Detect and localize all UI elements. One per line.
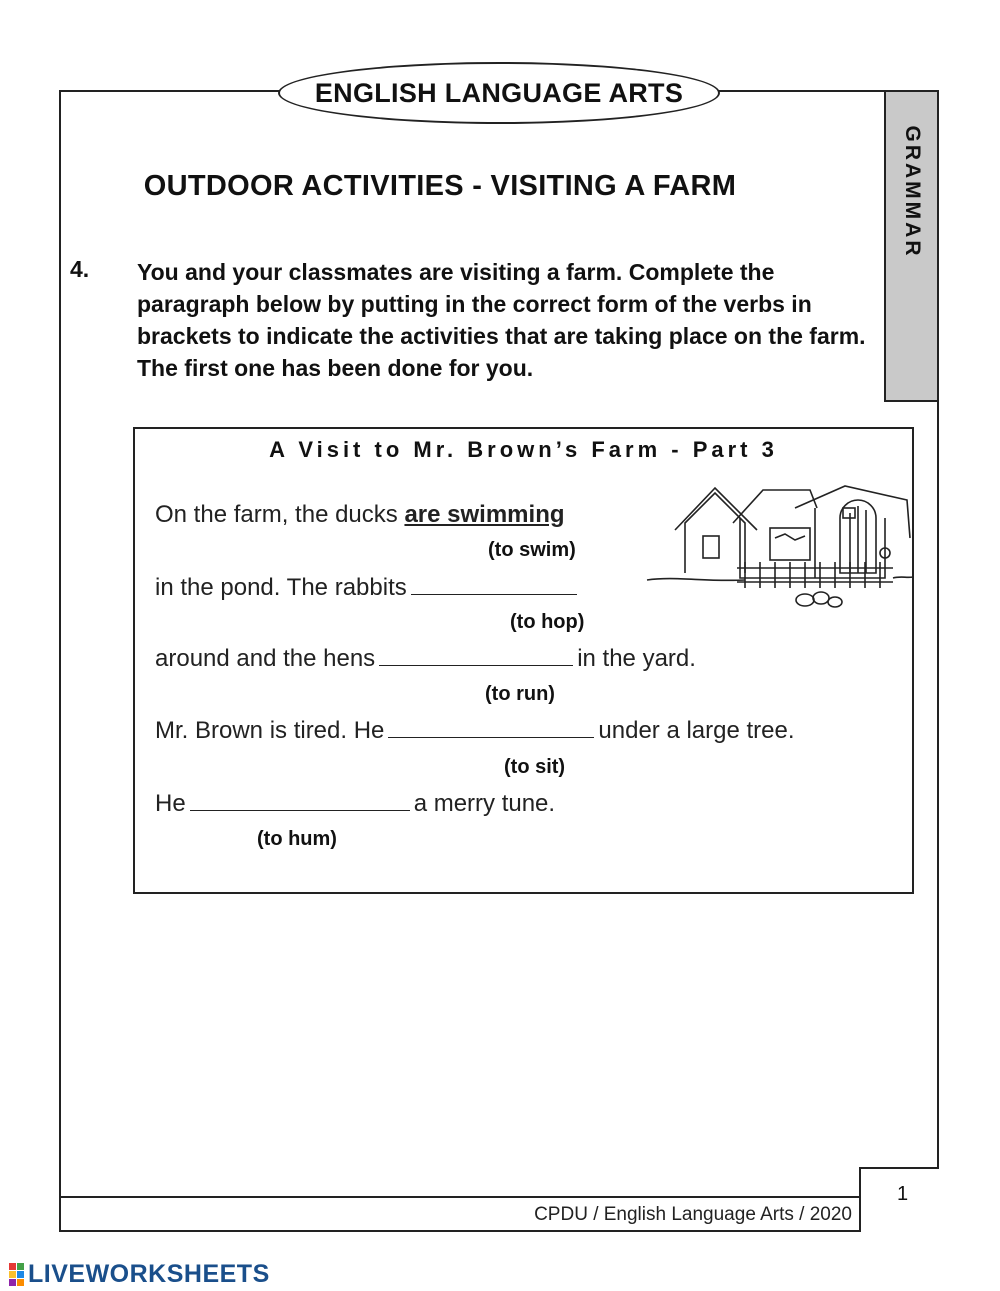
sentence-line-2: in the pond. The rabbits — [155, 574, 581, 602]
answer-blank-run[interactable] — [379, 645, 573, 666]
logo-text: LIVEWORKSHEETS — [28, 1260, 270, 1288]
logo-icon — [9, 1263, 24, 1286]
answer-blank-hum[interactable] — [190, 790, 410, 811]
verb-hint-4: (to sit) — [504, 756, 566, 778]
farm-illustration — [645, 478, 913, 618]
sentence-line-3: around and the hens in the yard. — [155, 645, 696, 672]
sentence-line-1: On the farm, the ducks are swimming — [155, 501, 565, 528]
question-instructions: You and your classmates are visiting a farm. Complete the paragraph below by putting in the correct form of the verbs in brackets to indicate the activities that are taking place on the farm. The first one has been done for you. — [137, 259, 866, 381]
page-number: 1 — [897, 1183, 909, 1205]
subject-header — [278, 62, 720, 124]
footer-credit: CPDU / English Language Arts / 2020 — [534, 1204, 852, 1225]
verb-hint-2: (to hop) — [510, 611, 585, 633]
sentence-line-5: He a merry tune. — [155, 790, 556, 817]
verb-hint-3: (to run) — [485, 683, 555, 705]
sentence-line-4: Mr. Brown is tired. He under a large tree. — [155, 717, 795, 744]
page-title: OUTDOOR ACTIVITIES - VISITING A FARM — [143, 170, 737, 202]
verb-hint-5: (to hum) — [257, 828, 337, 850]
side-tab — [884, 90, 939, 402]
answer-blank-sit[interactable] — [388, 717, 594, 738]
liveworksheets-logo[interactable] — [9, 1260, 270, 1289]
side-tab-label: GRAMMAR — [900, 125, 924, 259]
exercise-title: A Visit to Mr. Brown’s Farm - Part 3 — [269, 437, 778, 462]
answer-blank-hop[interactable] — [411, 574, 577, 595]
example-answer: are swimming — [404, 501, 565, 528]
page-number-box — [859, 1167, 939, 1232]
footer-divider — [59, 1196, 859, 1198]
question-number: 4. — [70, 256, 90, 282]
verb-hint-1: (to swim) — [488, 539, 576, 561]
subject-title: ENGLISH LANGUAGE ARTS — [314, 77, 684, 108]
